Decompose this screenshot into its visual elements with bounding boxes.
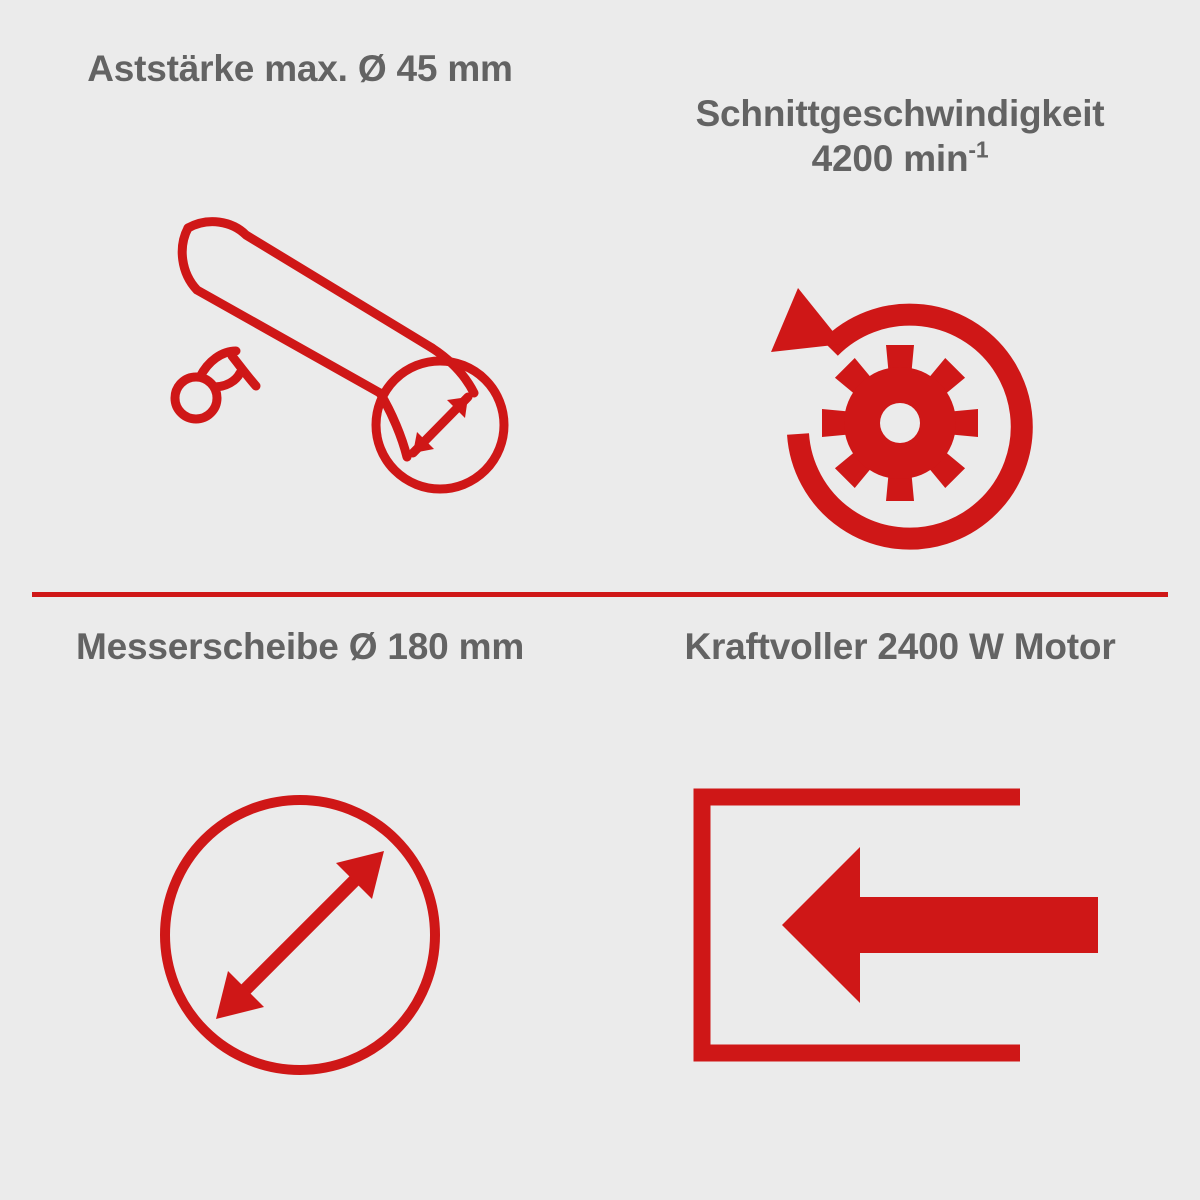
feature-blade-disc <box>0 600 600 1200</box>
feature-branch-diameter-caption: Aststärke max. Ø 45 mm <box>87 48 513 89</box>
section-divider <box>32 592 1168 597</box>
feature-cutting-speed-caption <box>600 46 1200 227</box>
feature-motor-power-caption: Kraftvoller 2400 W Motor <box>684 626 1116 667</box>
power-intake-arrow-icon <box>690 785 1110 1085</box>
feature-blade-disc-caption: Messerscheibe Ø 180 mm <box>75 626 525 667</box>
feature-motor-power <box>600 600 1200 1200</box>
feature-blade-disc-art <box>0 669 600 1200</box>
feature-cutting-speed-art <box>600 227 1200 601</box>
circle-diameter-icon <box>150 785 450 1085</box>
branch-diameter-icon <box>80 181 520 511</box>
feature-cutting-speed <box>600 0 1200 600</box>
feature-branch-diameter-art <box>0 91 600 600</box>
feature-motor-power-art <box>600 669 1200 1200</box>
rotating-blade-icon <box>735 248 1065 578</box>
feature-branch-diameter <box>0 0 600 600</box>
feature-cutting-speed-exponent: -1 <box>968 136 989 163</box>
feature-cutting-speed-caption-line2: 4200 $\min^{-1}$ <box>811 136 989 180</box>
feature-cutting-speed-caption-line1: Schnittgeschwindigkeit <box>695 93 1105 135</box>
